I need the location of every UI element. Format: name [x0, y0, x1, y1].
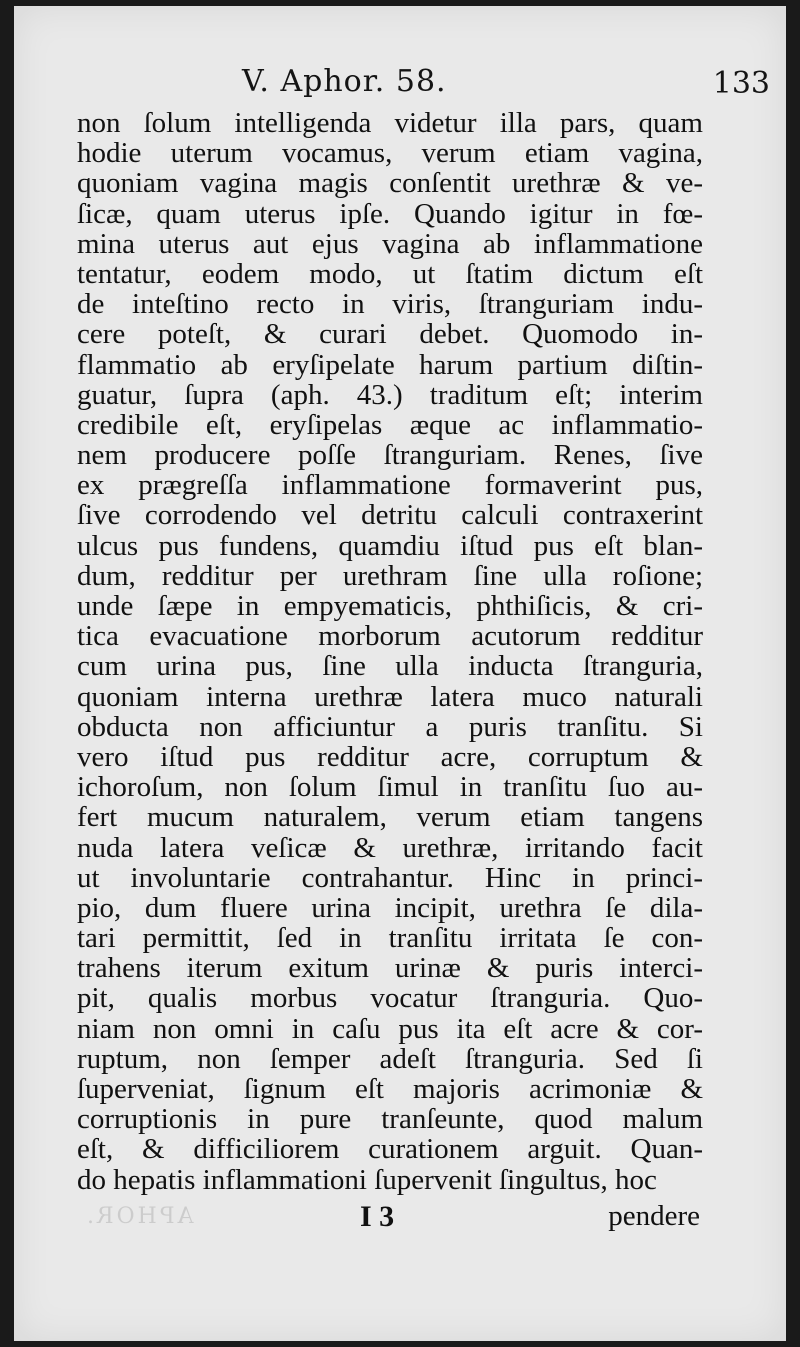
- text-line: corruptionis in pure tranſeunte, quod malum: [77, 1103, 703, 1136]
- text-line: dum, redditur per urethram ſine ulla roſione;: [77, 559, 703, 592]
- text-line: ſuperveniat, ſignum eſt majoris acrimoniæ &: [77, 1073, 703, 1105]
- text-line: nem producere poſſe ſtranguriam. Renes, ſive: [77, 439, 703, 472]
- text-line: hodie uterum vocamus, verum etiam vagina,: [77, 137, 703, 170]
- page-header: [14, 58, 786, 102]
- text-line: quoniam vagina magis conſentit urethræ & ve-: [77, 167, 703, 200]
- text-line: tica evacuatione morborum acutorum redditur: [77, 620, 703, 653]
- text-line: ichoroſum, non ſolum ſimul in tranſitu ſuo au-: [77, 771, 703, 804]
- text-line: de inteſtino recto in viris, ſtranguriam indu-: [77, 288, 703, 321]
- text-line: flammatio ab eryſipelate harum partium diſtin-: [77, 348, 703, 381]
- text-line: cere poteſt, & curari debet. Quomodo in-: [77, 318, 703, 351]
- running-head: V. Aphor. 58.: [242, 64, 447, 99]
- catchword: pendere: [608, 1200, 700, 1232]
- text-line: quoniam interna urethræ latera muco naturali: [77, 680, 703, 713]
- text-line: ulcus pus fundens, quamdiu iſtud pus eſt blan-: [77, 529, 703, 562]
- text-line: ut involuntarie contrahantur. Hinc in princi-: [77, 861, 703, 894]
- text-line: niam non omni in caſu pus ita eſt acre & cor-: [77, 1012, 703, 1045]
- text-line: tentatur, eodem modo, ut ſtatim dictum eſt: [77, 257, 703, 290]
- text-line: non ſolum intelligenda videtur illa pars, quam: [77, 107, 703, 139]
- text-line: eſt, & difficiliorem curationem arguit. Quan-: [77, 1133, 703, 1166]
- body-text: [77, 108, 703, 1195]
- text-line: pio, dum fluere urina incipit, urethra ſe dila-: [77, 891, 703, 924]
- text-line: vero iſtud pus redditur acre, corruptum &: [77, 740, 703, 773]
- text-line: pit, qualis morbus vocatur ſtranguria. Quo-: [77, 982, 703, 1015]
- text-line: ſicæ, quam uterus ipſe. Quando igitur in fœ-: [77, 197, 703, 230]
- text-line: tari permittit, ſed in tranſitu irritata ſe con-: [77, 922, 703, 955]
- book-page: [14, 6, 786, 1341]
- page-footer: [14, 1196, 786, 1232]
- text-line: guatur, ſupra (aph. 43.) traditum eſt; interim: [77, 378, 703, 411]
- text-line: ſive corrodendo vel detritu calculi contraxerint: [77, 499, 703, 532]
- text-line: fert mucum naturalem, verum etiam tangens: [77, 801, 703, 834]
- text-line: obducta non afficiuntur a puris tranſitu. Si: [77, 710, 703, 743]
- page-number: 133: [712, 66, 770, 101]
- bleed-through-text: APHOR.: [84, 1204, 194, 1229]
- text-line: trahens iterum exitum urinæ & puris interci-: [77, 952, 703, 985]
- text-line: mina uterus aut ejus vagina ab inflammatione: [77, 227, 703, 260]
- text-line: cum urina pus, ſine ulla inducta ſtranguria,: [77, 650, 703, 683]
- text-line: do hepatis inflammationi ſupervenit ſingultus, hoc: [77, 1163, 657, 1196]
- text-line: ex prægreſſa inflammatione formaverint pus,: [77, 469, 703, 502]
- text-line: unde ſæpe in empyematicis, phthiſicis, & cri-: [77, 590, 703, 622]
- text-line: credibile eſt, eryſipelas æque ac inflammatio-: [77, 408, 703, 441]
- text-line: nuda latera veſicæ & urethræ, irritando facit: [77, 831, 703, 864]
- signature-mark: I 3: [360, 1200, 395, 1233]
- text-line: ruptum, non ſemper adeſt ſtranguria. Sed ſi: [77, 1042, 703, 1075]
